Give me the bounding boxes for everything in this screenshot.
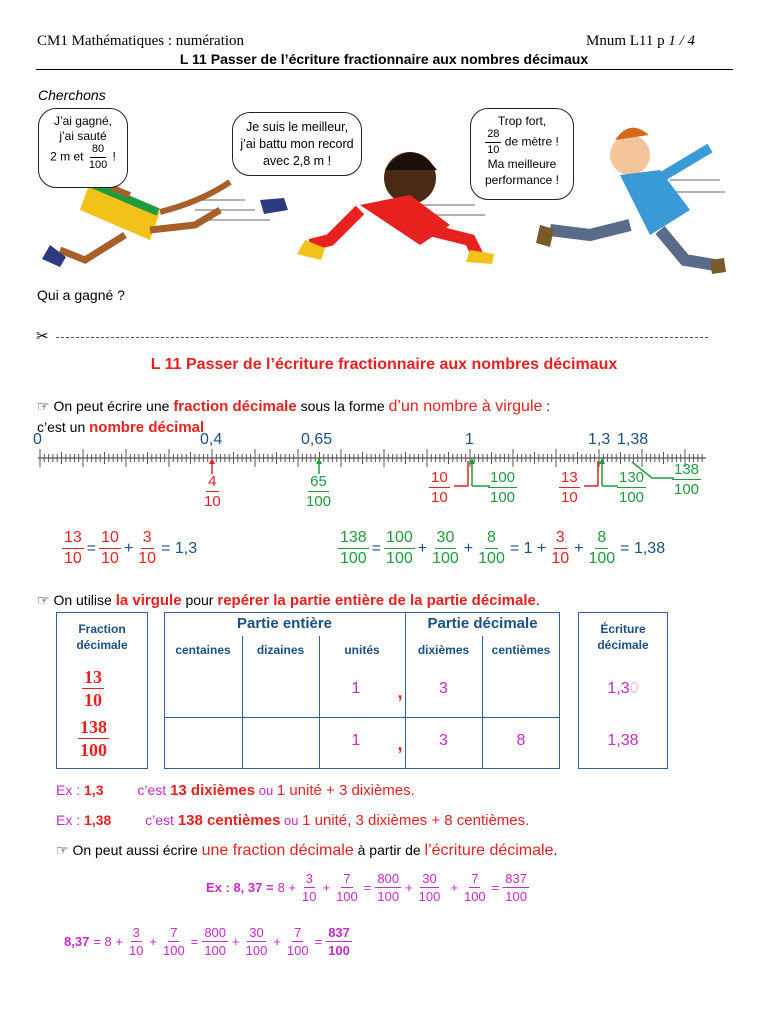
girl-line-2: j’ai sauté [59, 129, 107, 143]
girl-fraction-den: 100 [88, 159, 108, 171]
eq2-d1: 100 [340, 550, 367, 567]
eq2-plus-3: + [574, 539, 584, 557]
eq1-n2: 10 [99, 530, 121, 549]
example-4 [64, 926, 352, 957]
eq2-n2: 100 [384, 530, 415, 549]
header-title: L 11 Passer de l’écriture fractionnaire aux nombres décimaux [179, 51, 589, 67]
ex3-d1: 10 [302, 889, 317, 904]
eq2-n1: 138 [338, 530, 369, 549]
ruler-label-1: 1 [465, 431, 474, 448]
rule-2-e: . [535, 592, 540, 608]
place-value-row-divider [164, 717, 560, 718]
eq2-d6: 100 [588, 550, 616, 567]
hand-pointer-icon: ☞ [56, 842, 73, 858]
row1-ghost-zero: 0 [629, 680, 639, 697]
row2-unites: 1 [351, 732, 361, 749]
eq1-result: = 1,3 [161, 539, 198, 557]
ex4-d6: 100 [328, 943, 350, 958]
ruler-frac-130-100-num: 130 [619, 469, 645, 486]
cartoon-illustration [30, 100, 730, 280]
example-2-cest: c’est [145, 812, 178, 828]
cherchons-label: Cherchons [38, 87, 106, 103]
hand-pointer-icon: ☞ [37, 592, 54, 608]
cut-line [56, 337, 708, 338]
example-2-strong: 138 centièmes [177, 812, 281, 829]
ex3-d5: 100 [463, 889, 486, 904]
eq2-mid: = 1 + [509, 539, 547, 557]
ruler-frac-138-100-den: 100 [674, 481, 700, 498]
rule-3-d: l’écriture décimale [424, 842, 554, 859]
number-line [0, 430, 768, 520]
header-rule [36, 69, 733, 70]
equation-138-100 [338, 530, 665, 567]
rule-1-e: : [542, 398, 551, 414]
man-line-3: Ma meilleure [487, 157, 557, 171]
table-frac-13-den: 10 [84, 690, 102, 710]
rule-3-a: On peut aussi écrire [72, 842, 202, 858]
ruler-frac-138-100 [672, 462, 701, 497]
rule-1-b: fraction décimale [173, 398, 297, 415]
eq2-n5: 3 [554, 530, 567, 549]
ex3-n5: 7 [471, 871, 479, 886]
ex4-n2: 7 [170, 925, 178, 940]
ex3-eq-2: = [491, 880, 500, 895]
ruler-frac-100-100-num: 100 [490, 469, 516, 486]
header-left: CM1 Mathématiques : numération [37, 33, 245, 49]
example-3-lead: Ex : 8, 37 = [206, 880, 274, 895]
man-line-2 [475, 129, 569, 156]
example-1-ex: Ex : [56, 782, 85, 798]
girl-fraction-num: 80 [90, 144, 106, 158]
header-page-number: 1 / 4 [668, 33, 696, 49]
ruler-label-0: 0 [33, 431, 42, 448]
col-centaines: centaines [175, 643, 231, 657]
ruler-frac-65-100 [304, 474, 333, 509]
ruler-frac-138-100-num: 138 [674, 461, 700, 478]
example-1-strong: 13 dixièmes [170, 782, 256, 799]
ex4-d1: 10 [128, 943, 144, 958]
ex3-d4: 100 [418, 889, 441, 904]
girl-fraction [87, 144, 109, 171]
rule-3-c: à partir de [353, 842, 425, 858]
example-2-rest: 1 unité, 3 dixièmes + 8 centièmes. [302, 812, 530, 829]
ruler-frac-13-10-num: 13 [561, 469, 578, 486]
eq2-d3: 100 [432, 550, 459, 567]
example-1-ou: ou [255, 783, 277, 798]
man-fraction [485, 129, 501, 156]
eq1-d1: 10 [64, 550, 82, 567]
ruler-frac-13-10 [559, 470, 580, 505]
row1-dixiemes: 3 [439, 680, 448, 697]
man-speech-bubble [470, 108, 574, 200]
ex3-d2: 100 [336, 889, 358, 904]
rule-1-c: sous la forme [296, 398, 389, 414]
rule-2-a: On utilise [53, 592, 116, 608]
ruler-frac-100-100-den: 100 [490, 489, 516, 506]
ex3-plus-3: + [450, 880, 458, 895]
girl-line-1: J’ai gagné, [53, 114, 113, 128]
ex3-d3: 100 [377, 889, 400, 904]
man-line-2-text: de mètre ! [504, 134, 559, 149]
header-page-prefix: Mnum L11 p [586, 33, 665, 49]
question-text: Qui a gagné ? [37, 287, 125, 303]
boy-line-1: Je suis le meilleur, [245, 120, 349, 134]
ruler-frac-65-100-num: 65 [310, 473, 327, 490]
rule-2-d: repérer la partie entière de la partie décimale [217, 592, 536, 609]
eq2-d4: 100 [478, 550, 505, 567]
ex3-eq-1: = [363, 880, 372, 895]
ex4-d3: 100 [204, 943, 227, 958]
man-fraction-den: 10 [487, 144, 500, 156]
ruler-frac-65-100-den: 100 [306, 493, 332, 510]
eq1-n3: 3 [141, 530, 154, 549]
eq1-d2: 10 [101, 550, 119, 567]
ex4-plus-2: + [232, 934, 240, 949]
eq2-n3: 30 [435, 530, 457, 549]
ruler-frac-10-10-den: 10 [431, 489, 448, 506]
ex3-n6: 837 [505, 871, 527, 886]
lesson-title: L 11 Passer de l’écriture fractionnaire aux nombres décimaux [150, 356, 618, 373]
scissors-icon: ✂ [36, 328, 49, 345]
ruler-frac-4-10 [202, 474, 223, 509]
ex3-n1: 3 [305, 871, 313, 886]
ruler-frac-10-10-num: 10 [431, 469, 448, 486]
girl-line-3 [43, 144, 123, 171]
ex4-plus-1: + [149, 934, 158, 949]
example-2 [56, 812, 529, 829]
ruler-frac-13-10-den: 10 [561, 489, 578, 506]
ex4-n3: 800 [204, 925, 227, 940]
hand-pointer-icon: ☞ [37, 398, 54, 414]
ruler-label-1-3: 1,3 [588, 431, 611, 448]
ex4-eq-1: = [190, 934, 199, 949]
col-dixiemes: dixièmes [417, 643, 470, 657]
boy-line-2: j’ai battu mon record [240, 137, 354, 151]
ex4-d4: 100 [245, 943, 268, 958]
ex4-n4: 30 [249, 925, 264, 940]
ex4-d2: 100 [163, 943, 185, 958]
boy-speech-bubble [232, 112, 362, 176]
rule-1-f: c’est un [37, 419, 90, 435]
eq2-n4: 8 [485, 530, 498, 549]
eq1-d3: 10 [138, 550, 157, 567]
col-centiemes: centièmes [491, 643, 551, 657]
rule-3 [56, 842, 557, 860]
header-page [586, 33, 695, 50]
eq2-n6: 8 [595, 530, 608, 549]
row1-comma: , [397, 682, 403, 702]
col-dizaines: dizaines [256, 643, 305, 657]
girl-line-3-text: 2 m et [50, 149, 84, 164]
example-4-eight: = 8 + [93, 934, 123, 949]
ex3-n3: 800 [377, 871, 400, 886]
example-1 [56, 782, 415, 799]
ex4-n5: 7 [294, 925, 302, 940]
row1-unites: 1 [351, 680, 361, 697]
ruler-frac-130-100-den: 100 [619, 489, 645, 506]
ex4-plus-3: + [273, 934, 281, 949]
fraction-column-header: Fraction décimale [76, 622, 128, 652]
eq2-d5: 10 [551, 550, 570, 567]
table-frac-13-10 [82, 668, 104, 709]
girl-line-3-end: ! [112, 149, 116, 164]
ex4-eq-2: = [314, 934, 323, 949]
example-1-cest: c’est [137, 782, 171, 798]
eq1-equals: = [86, 539, 97, 557]
eq1-plus: + [123, 539, 134, 557]
rule-1-a: On peut écrire une [53, 398, 174, 414]
decimal-writing-header: Écriture décimale [597, 622, 649, 652]
example-2-value: 1,38 [84, 812, 112, 828]
row2-dixiemes: 3 [439, 732, 448, 749]
entire-part-header: Partie entière [236, 615, 333, 632]
eq1-n1: 13 [62, 530, 84, 549]
ex3-d6: 100 [505, 889, 527, 904]
row2-centiemes: 8 [516, 732, 526, 749]
eq2-result: = 1,38 [620, 539, 666, 557]
eq2-d2: 100 [386, 550, 413, 567]
ex4-n6: 837 [328, 925, 350, 940]
ruler-frac-4-10-den: 10 [204, 493, 221, 510]
ruler-label-0-65: 0,65 [301, 431, 333, 448]
table-frac-138-100 [78, 718, 109, 759]
example-3-eight: 8 + [277, 880, 297, 895]
ruler-label-1-38: 1,38 [617, 431, 649, 448]
example-2-ou: ou [280, 813, 303, 828]
eq2-plus-2: + [463, 539, 474, 557]
example-1-value: 1,3 [84, 782, 104, 798]
row2-comma: , [397, 734, 403, 754]
col-unites: unités [344, 643, 380, 657]
example-2-ex: Ex : [56, 812, 85, 828]
rule-2 [37, 592, 540, 609]
example-3 [206, 872, 529, 903]
rule-1-g: nombre décimal [89, 419, 205, 436]
ex4-n1: 3 [132, 925, 140, 940]
man-line-1: Trop fort, [497, 114, 547, 128]
row1-ecriture [578, 680, 668, 698]
ex3-plus-2: + [405, 880, 413, 895]
man-line-4: performance ! [484, 173, 560, 187]
row2-ecriture: 1,38 [607, 732, 639, 749]
ruler-frac-4-10-num: 4 [208, 473, 217, 490]
table-frac-13-num: 13 [84, 667, 102, 687]
ex3-n2: 7 [343, 871, 351, 886]
eq2-equals: = [371, 539, 382, 557]
number-line-ticks [40, 449, 702, 467]
rule-2-b: la virgule [115, 592, 182, 609]
rule-3-b: une fraction décimale [201, 842, 354, 859]
girl-speech-bubble [38, 108, 128, 188]
rule-1-d: d’un nombre à virgule [388, 398, 543, 415]
decimal-part-header: Partie décimale [427, 615, 538, 632]
ruler-frac-130-100 [617, 470, 646, 505]
boy-line-3: avec 2,8 m ! [262, 154, 332, 168]
table-frac-138-num: 138 [80, 717, 107, 737]
ex3-plus-1: + [322, 880, 331, 895]
example-1-rest: 1 unité + 3 dixièmes. [276, 782, 415, 799]
ruler-frac-100-100 [488, 470, 517, 505]
eq2-plus-1: + [417, 539, 428, 557]
example-4-lead: 8,37 [64, 934, 90, 949]
table-frac-138-den: 100 [80, 740, 107, 760]
ruler-label-0-4: 0,4 [200, 431, 223, 448]
ex4-d5: 100 [286, 943, 309, 958]
rule-2-c: pour [181, 592, 218, 608]
equation-13-10 [62, 530, 197, 567]
rule-3-e: . [553, 842, 558, 858]
man-fraction-num: 28 [485, 129, 501, 143]
ex3-n4: 30 [422, 871, 437, 886]
row1-ecriture-value: 1,3 [607, 680, 630, 697]
ruler-frac-10-10 [429, 470, 450, 505]
